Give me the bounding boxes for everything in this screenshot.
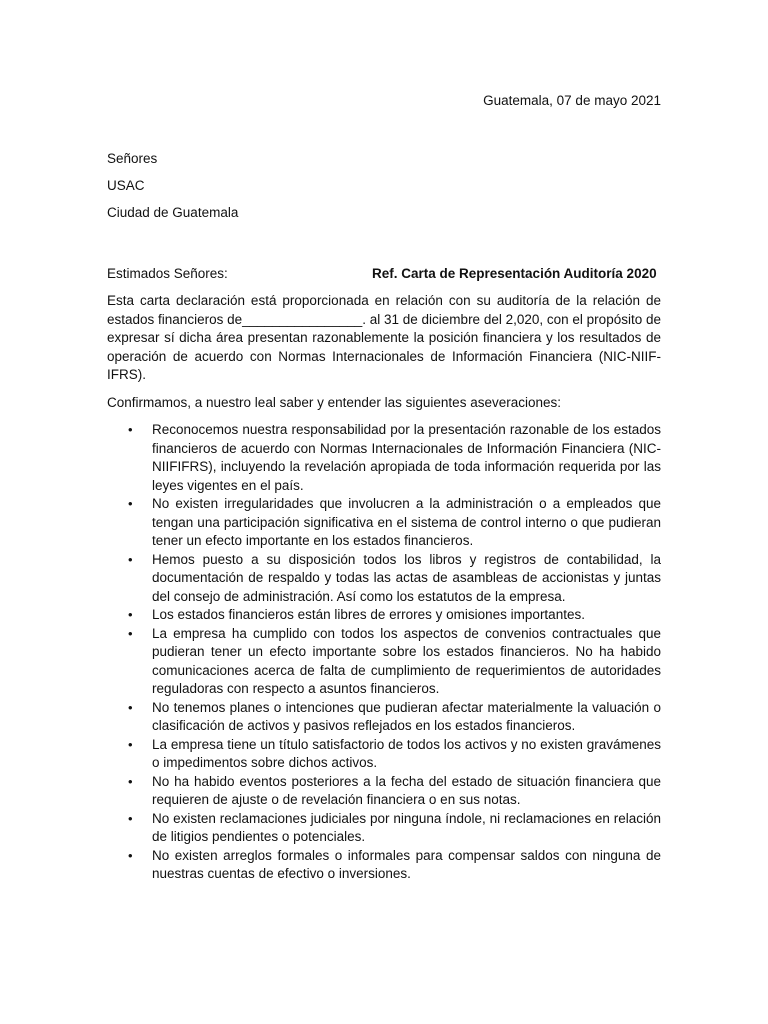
letter-date: Guatemala, 07 de mayo 2021 bbox=[483, 93, 661, 108]
assertion-text: Los estados financieros están libres de errores y omisiones importantes. bbox=[152, 607, 585, 622]
assertions-list bbox=[107, 421, 661, 884]
assertion-text: Reconocemos nuestra responsabilidad por la presentación razonable de los estados financieros de acuerdo con Normas Internacionales de Información Financiera (NIC-NIIFIFRS), incluyendo la revelación apropiada de toda información requerida por las leyes vigentes en el país. bbox=[152, 422, 661, 493]
assertion-text: No tenemos planes o intenciones que pudieran afectar materialmente la valuación o clasificación de activos y pasivos reflejados en los estados financieros. bbox=[152, 699, 661, 733]
assertion-text: La empresa tiene un título satisfactorio de todos los activos y no existen gravámenes o impedimentos sobre dichos activos. bbox=[152, 736, 661, 770]
recipient-address bbox=[107, 150, 238, 231]
assertion-item bbox=[107, 847, 661, 884]
recipient-line-title: Señores bbox=[107, 151, 158, 166]
assertion-item bbox=[107, 625, 661, 699]
reference-subject: Ref. Carta de Representación Auditoría 2020 bbox=[372, 266, 657, 281]
assertion-item bbox=[107, 551, 661, 607]
salutation: Estimados Señores: bbox=[107, 266, 228, 281]
assertion-text: No existen reclamaciones judiciales por ninguna índole, ni reclamaciones en relación de litigios pendientes o potenciales. bbox=[152, 810, 661, 844]
assertion-item bbox=[107, 699, 661, 736]
assertion-item bbox=[107, 736, 661, 773]
recipient-line-city: Ciudad de Guatemala bbox=[107, 205, 239, 220]
bullet-icon: • bbox=[128, 551, 133, 567]
confirmation-line: Confirmamos, a nuestro leal saber y entender las siguientes aseveraciones: bbox=[107, 394, 561, 410]
bullet-icon: • bbox=[128, 810, 133, 826]
assertion-item bbox=[107, 421, 661, 495]
bullet-icon: • bbox=[128, 699, 133, 715]
assertion-text: No ha habido eventos posteriores a la fecha del estado de situación financiera que requieren de ajuste o de revelación financiera o en sus notas. bbox=[152, 773, 661, 807]
bullet-icon: • bbox=[128, 736, 133, 752]
bullet-icon: • bbox=[128, 496, 133, 511]
letter-body bbox=[107, 265, 661, 884]
intro-paragraph: Esta carta declaración está proporcionada en relación con su auditoría de la relación de estados financieros de________________. al 31 de diciembre del 2,020, con el propósito de expresar sí dicha área presentan razonablemente la posición financiera y los resultados de operación de acuerdo con Normas Internacionales de Información Financiera (NIC-NIIF-IFRS). bbox=[107, 293, 661, 382]
bullet-icon: • bbox=[128, 847, 133, 863]
assertion-item bbox=[107, 773, 661, 810]
bullet-icon: • bbox=[128, 422, 133, 437]
bullet-icon: • bbox=[128, 607, 133, 622]
assertion-item bbox=[107, 606, 661, 625]
assertion-text: No existen irregularidades que involucren a la administración o a empleados que tengan una participación significativa en el sistema de control interno o que pudieran tener un efecto importante en los estados financieros. bbox=[152, 496, 661, 548]
greeting-row bbox=[107, 265, 661, 284]
assertion-text: Hemos puesto a su disposición todos los libros y registros de contabilidad, la documentación de respaldo y todas las actas de asambleas de accionistas y juntas del consejo de administración. Así como los estatutos de la empresa. bbox=[152, 551, 661, 604]
assertion-text: No existen arreglos formales o informales para compensar saldos con ninguna de nuestras cuentas de efectivo o inversiones. bbox=[152, 847, 661, 881]
bullet-icon: • bbox=[128, 625, 133, 641]
bullet-icon: • bbox=[128, 773, 133, 789]
assertion-text: La empresa ha cumplido con todos los aspectos de convenios contractuales que pudieran tener un efecto importante sobre los estados financieros. No ha habido comunicaciones acerca de falta de cumplimiento de requerimientos de autoridades reguladoras con respecto a asuntos financieros. bbox=[152, 625, 661, 696]
assertion-item bbox=[107, 495, 661, 551]
recipient-line-organization: USAC bbox=[107, 178, 145, 193]
assertion-item bbox=[107, 810, 661, 847]
